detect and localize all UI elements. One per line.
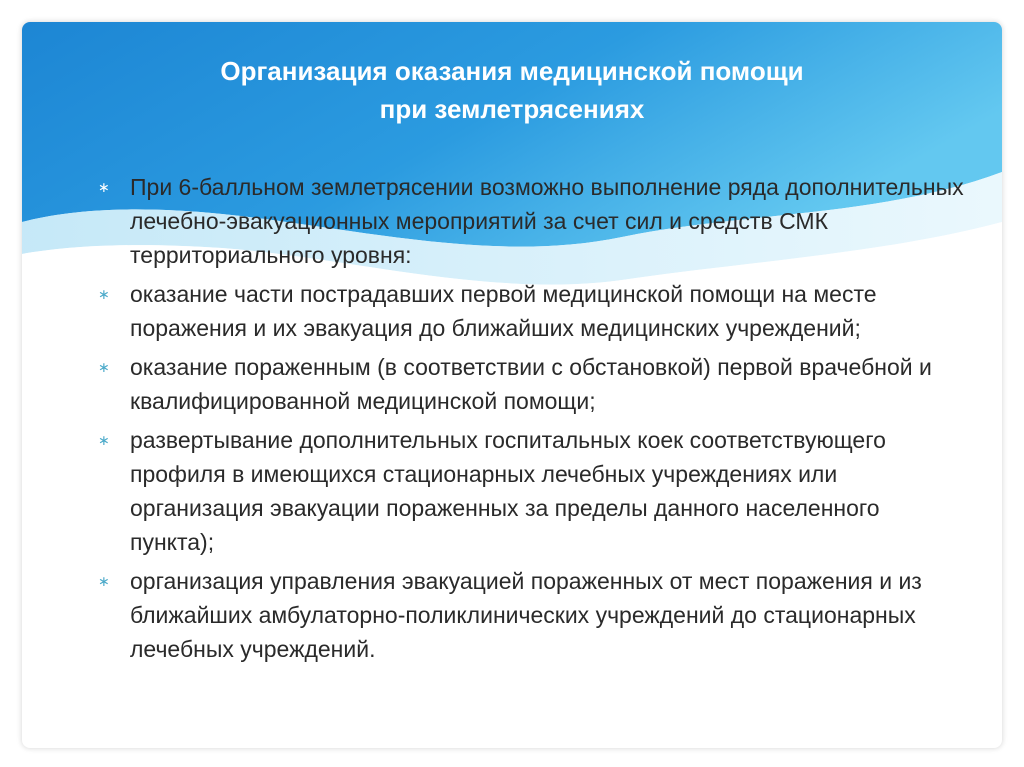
bullet-text: развертывание дополнительных госпитальных коек соответствующего профиля в имеющихся стационарных лечебных учреждениях или организация эвакуации пораженных за пределы данного населенного пункта);: [130, 427, 886, 555]
bullet-text: организация управления эвакуацией пораженных от мест поражения и из ближайших амбулаторно-поликлинических учреждений до стационарных лечебных учреждений.: [130, 568, 922, 662]
bullet-item: [98, 170, 970, 272]
bullet-text: оказание пораженным (в соответствии с обстановкой) первой врачебной и квалифицированной медицинской помощи;: [130, 354, 932, 414]
slide-title: [22, 52, 1002, 128]
bullet-item: [98, 350, 970, 418]
bullet-list: [98, 170, 970, 671]
star-bullet-icon: ∗: [98, 432, 110, 448]
slide: [22, 22, 1002, 748]
bullet-item: [98, 423, 970, 559]
bullet-item: [98, 277, 970, 345]
star-bullet-icon: ∗: [98, 286, 110, 302]
star-bullet-icon: ∗: [98, 573, 110, 589]
star-bullet-icon: ∗: [98, 179, 110, 195]
title-line-1: Организация оказания медицинской помощи: [220, 56, 804, 86]
bullet-item: [98, 564, 970, 666]
bullet-text: оказание части пострадавших первой медицинской помощи на месте поражения и их эвакуация до ближайших медицинских учреждений;: [130, 281, 877, 341]
star-bullet-icon: ∗: [98, 359, 110, 375]
title-line-2: при землетрясениях: [379, 94, 645, 124]
bullet-text: При 6-балльном землетрясении возможно выполнение ряда дополнительных лечебно-эвакуационных мероприятий за счет сил и средств СМК территориального уровня:: [130, 174, 964, 268]
